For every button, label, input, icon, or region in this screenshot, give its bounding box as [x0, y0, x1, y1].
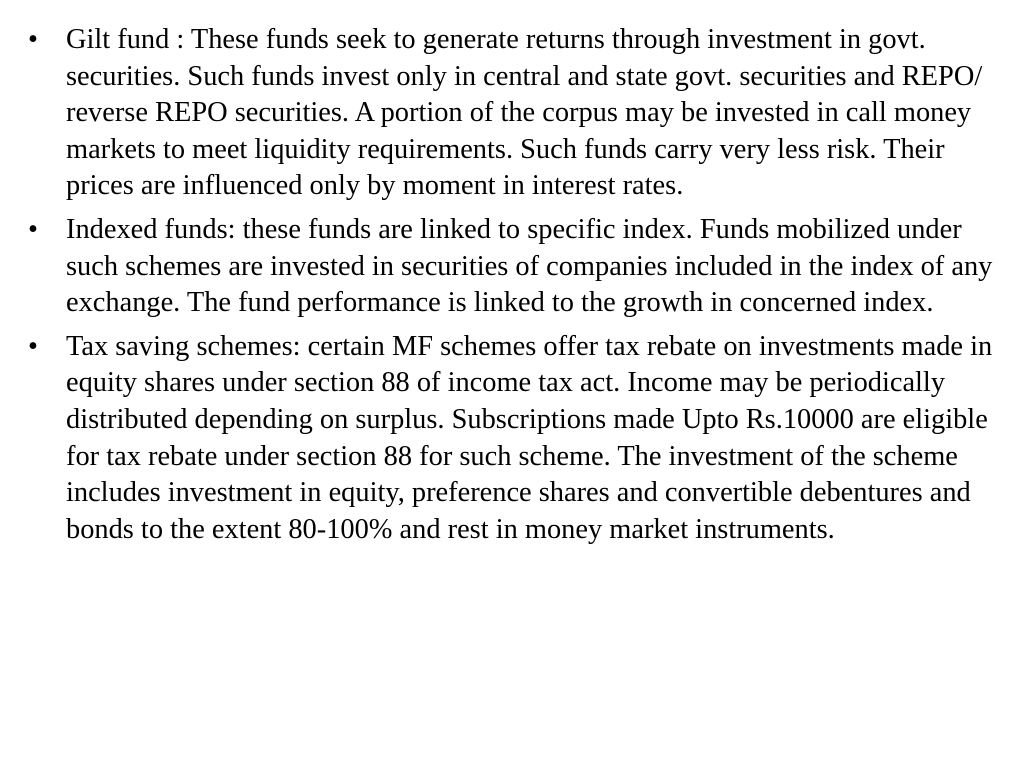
bullet-item-tax-saving-schemes: [28, 329, 998, 549]
bullet-icon: •: [28, 213, 38, 245]
bullet-text: Gilt fund : These funds seek to generate returns through investment in govt. securities. Such funds invest only in central and state govt. securities and REPO/ reverse REPO securities. A portion of the corpus may be invested in call money markets to meet liquidity requirements. Such funds carry very less risk. Their prices are influenced only by moment in interest rates.: [66, 24, 983, 202]
bullet-text: Tax saving schemes: certain MF schemes offer tax rebate on investments made in equity shares under section 88 of income tax act. Income may be periodically distributed depending on surplus. Subscriptions made Upto Rs.10000 are eligible for tax rebate under section 88 for such scheme. The investment of the scheme includes investment in equity, preference shares and convertible debentures and bonds to the extent 80-100% and rest in money market instruments.: [66, 330, 993, 545]
bullet-text: Indexed funds: these funds are linked to specific index. Funds mobilized under such schemes are invested in securities of companies included in the index of any exchange. The fund performance is linked to the growth in concerned index.: [66, 213, 993, 319]
bullet-item-indexed-funds: [28, 212, 998, 322]
bullet-list: [28, 22, 998, 555]
bullet-icon: •: [28, 330, 38, 362]
bullet-icon: •: [28, 24, 38, 55]
bullet-item-gilt-fund: [28, 22, 998, 205]
